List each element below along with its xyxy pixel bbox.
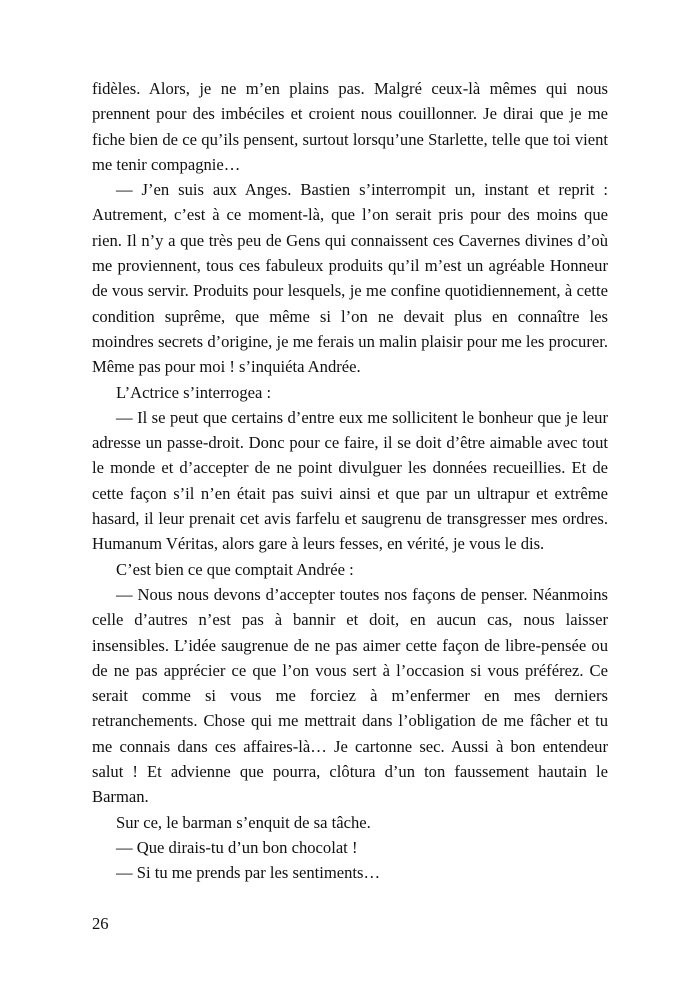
- paragraph-1: fidèles. Alors, je ne m’en plains pas. Malgré ceux-là mêmes qui nous prennent pour des imbéciles et croient nous couillonner. Je dirai que je me fiche bien de ce qu’ils pensent, surtout lorsqu’une Starlette, telle que toi vient me tenir compagnie…: [92, 79, 608, 174]
- paragraph-4: — Il se peut que certains d’entre eux me sollicitent le bonheur que je leur adresse un passe-droit. Donc pour ce faire, il se doit d’être aimable avec tout le monde et d’accepter de ne point divulguer les données recueillies. Et de cette façon s’il n’en était pas suivi ainsi et que par un ultrapur et extrême hasard, il leur prenait cet avis farfelu et saugrenu de transgresser mes ordres. Humanum Véritas, alors gare à leurs fesses, en vérité, je vous le dis.: [92, 407, 608, 554]
- paragraph-7: Sur ce, le barman s’enquit de sa tâche.: [116, 812, 371, 832]
- paragraph-6: — Nous nous devons d’accepter toutes nos façons de penser. Néanmoins celle d’autres n’est pas à bannir et doit, en aucun cas, nous laisser insensibles. L’idée saugrenue de ne pas aimer cette façon de libre-pensée ou de ne pas apprécier ce que l’on vous sert à l’occasion si vous préférez. Ce serait comme si vous me forciez à m’enfermer en mes derniers retranchements. Chose qui me mettrait dans l’obligation de me fâcher et tu me connais dans ces affaires-là… Je cartonne sec. Aussi à bon entendeur salut ! Et advienne que pourra, clôtura d’un ton faussement hautain le Barman.: [92, 584, 608, 807]
- paragraph-2: — J’en suis aux Anges. Bastien s’interrompit un, instant et reprit : Autrement, c’est à ce moment-là, que l’on serait pris pour des moins que rien. Il n’y a que très peu de Gens qui connaissent ces Cavernes divines d’où me proviennent, tous ces fabuleux produits qu’il m’est un agréable Honneur de vous servir. Produits pour lesquels, je me confine quotidiennement, à cette condition suprême, que même si l’on ne devait plus en connaître les moindres secrets d’origine, je me ferais un malin plaisir pour me les procurer. Même pas pour moi ! s’inquiéta Andrée.: [92, 180, 608, 377]
- body-text: [92, 76, 608, 886]
- paragraph-3: L’Actrice s’interrogea :: [116, 382, 272, 402]
- paragraph-5: C’est bien ce que comptait Andrée :: [116, 559, 354, 579]
- paragraph-9: — Si tu me prends par les sentiments…: [116, 863, 381, 883]
- page-number: 26: [92, 914, 109, 933]
- paragraph-8: — Que dirais-tu d’un bon chocolat !: [116, 837, 358, 857]
